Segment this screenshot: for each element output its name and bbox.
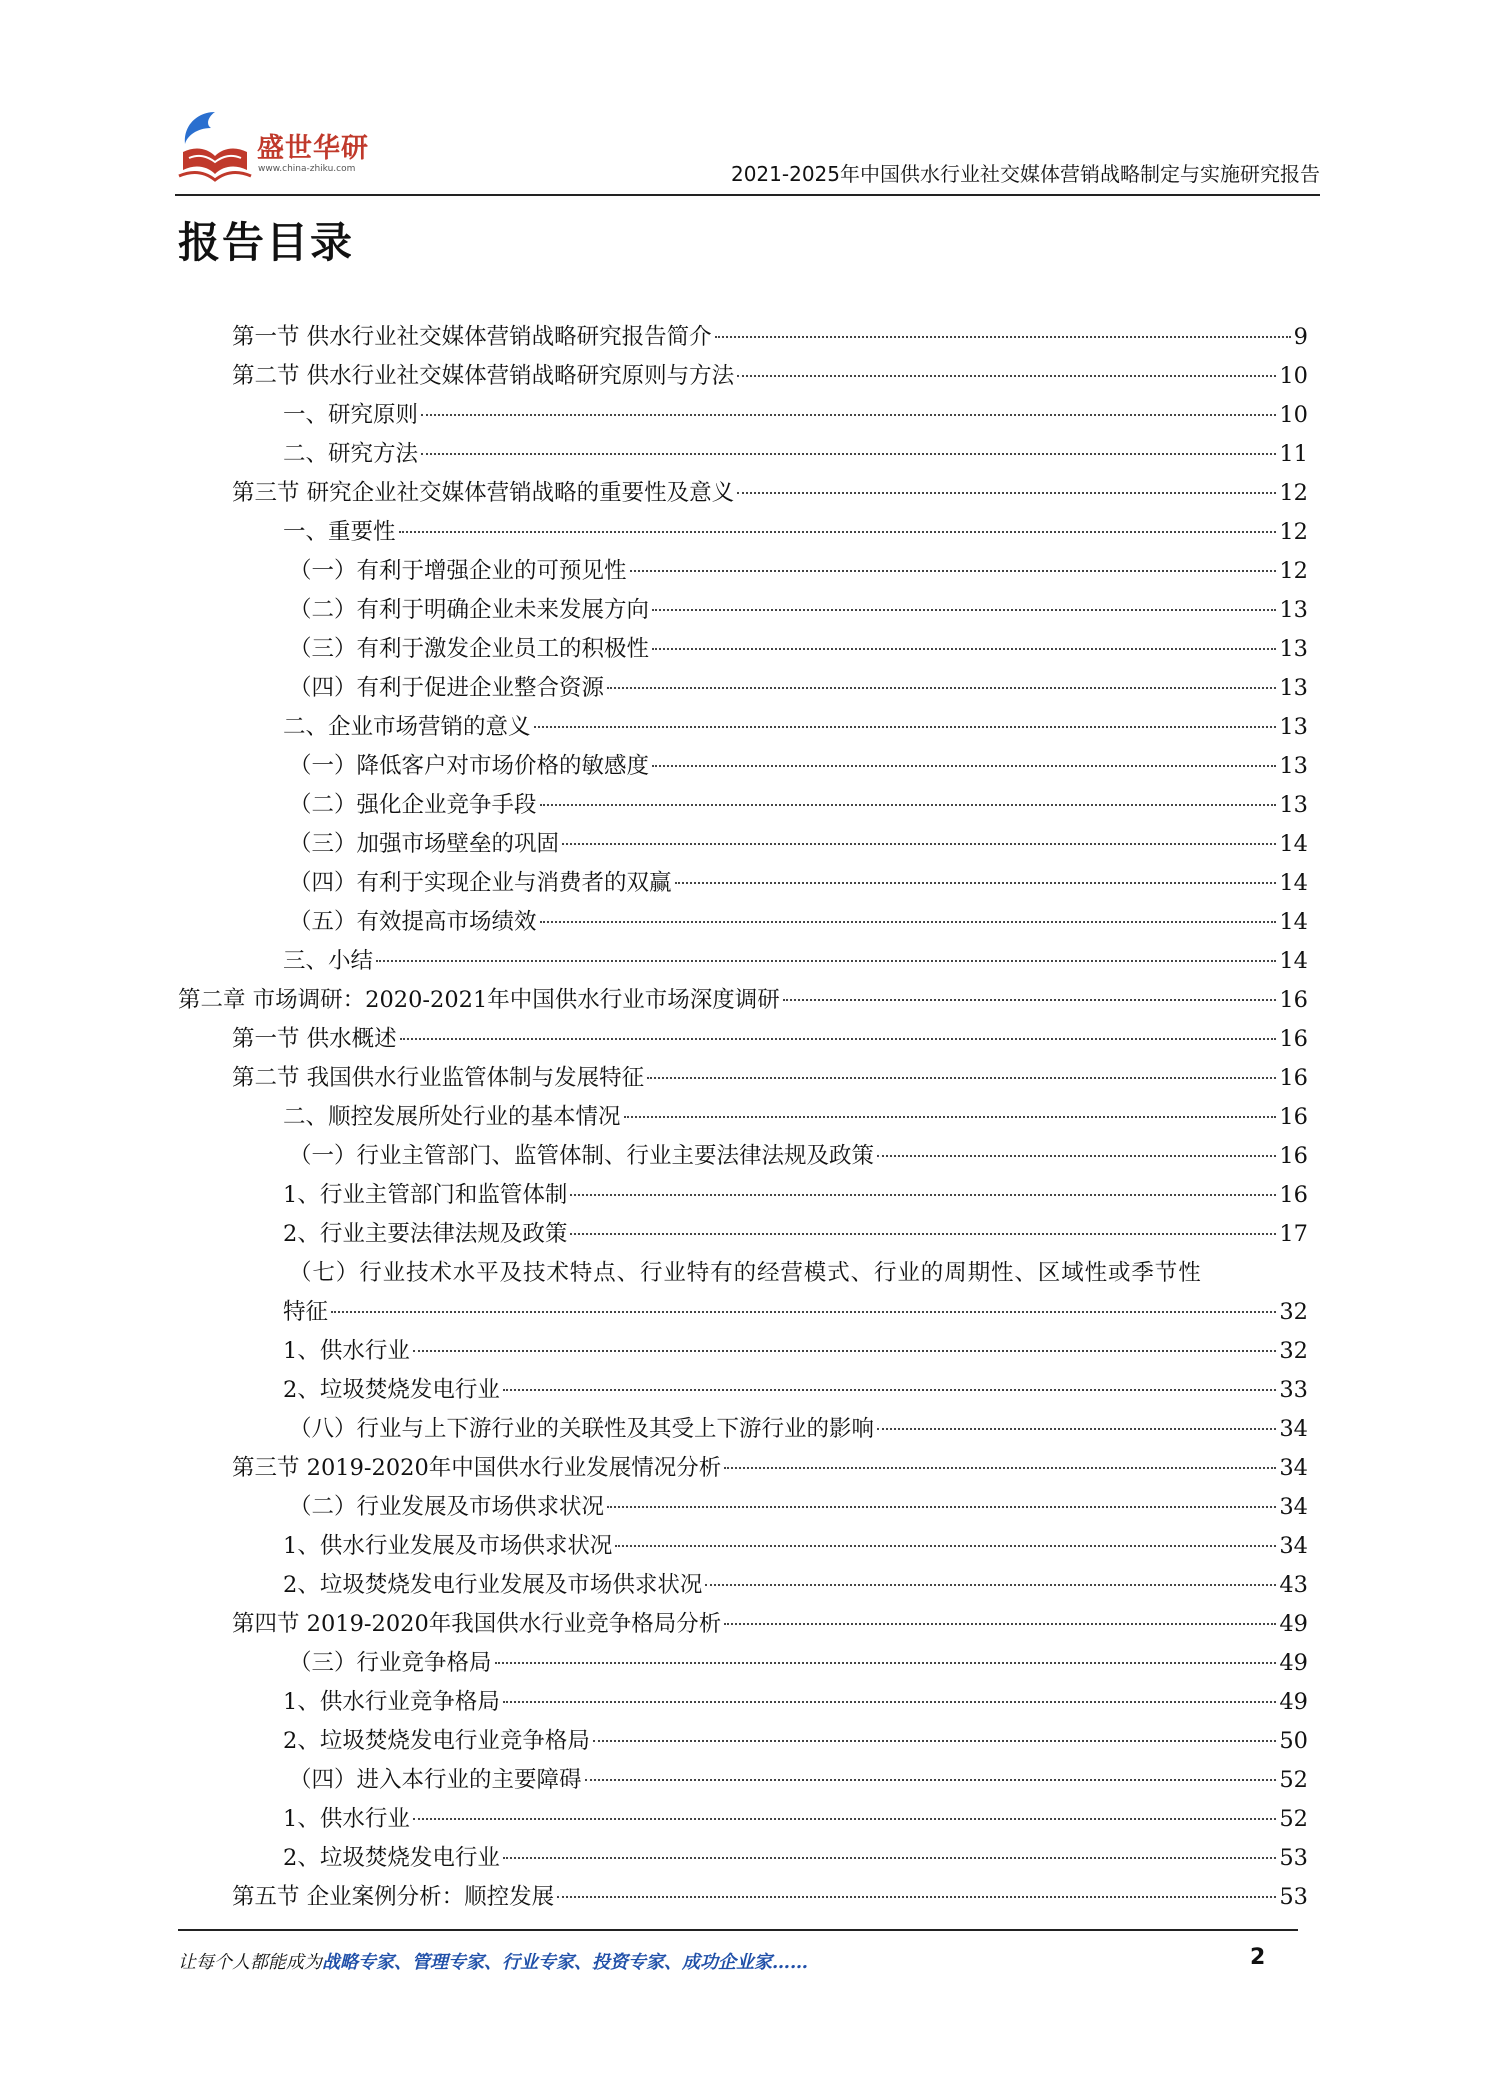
toc-leader — [675, 882, 1277, 884]
toc-entry[interactable] — [232, 1609, 1308, 1639]
toc-entry[interactable] — [289, 1648, 1308, 1678]
toc-entry-page: 34 — [1279, 1533, 1308, 1559]
toc-leader — [724, 1623, 1276, 1625]
toc-entry-title: （五）有效提高市场绩效 — [289, 909, 537, 935]
toc-entry-page: 16 — [1279, 987, 1308, 1013]
toc-entry-title: （七）行业技术水平及技术特点、行业特有的经营模式、行业的周期性、区域性或季节性 — [289, 1260, 1202, 1286]
toc-entry[interactable] — [283, 1219, 1308, 1249]
toc-leader — [503, 1389, 1277, 1391]
toc-entry-title: 第一节 供水行业社交媒体营销战略研究报告简介 — [232, 324, 712, 350]
toc-entry[interactable] — [178, 985, 1308, 1015]
toc-entry-page: 53 — [1279, 1845, 1308, 1871]
slogan-highlight: 战略专家、管理专家、行业专家、投资专家、成功企业家…… — [322, 1952, 808, 1973]
toc-entry-page: 49 — [1279, 1650, 1308, 1676]
toc-leader — [705, 1584, 1276, 1586]
toc-leader — [503, 1857, 1277, 1859]
toc-entry-page: 32 — [1279, 1299, 1308, 1325]
toc-entry[interactable] — [283, 400, 1308, 430]
toc-entry[interactable] — [232, 1024, 1308, 1054]
toc-entry[interactable] — [289, 1258, 1308, 1288]
toc-entry-page: 43 — [1279, 1572, 1308, 1598]
toc-entry[interactable] — [289, 868, 1308, 898]
toc-entry-page: 10 — [1279, 363, 1308, 389]
toc-leader — [540, 804, 1277, 806]
toc-entry[interactable] — [289, 595, 1308, 625]
toc-entry[interactable] — [283, 1531, 1308, 1561]
toc-entry-page: 16 — [1279, 1065, 1308, 1091]
toc-entry[interactable] — [283, 1687, 1308, 1717]
toc-entry[interactable] — [289, 751, 1308, 781]
toc-entry-title: 第三节 2019-2020年中国供水行业发展情况分析 — [232, 1455, 722, 1481]
toc-heading: 报告目录 — [178, 218, 355, 267]
toc-leader — [652, 648, 1276, 650]
toc-entry-page: 34 — [1279, 1455, 1308, 1481]
toc-entry-title: 第二章 市场调研：2020-2021年中国供水行业市场深度调研 — [178, 987, 780, 1013]
toc-entry[interactable] — [289, 1492, 1308, 1522]
logo-url: www.china-zhiku.com — [258, 164, 356, 174]
toc-leader — [503, 1701, 1277, 1703]
toc-leader — [495, 1662, 1277, 1664]
toc-entry-title: 1、供水行业 — [283, 1806, 410, 1832]
toc-entry-title: （三）加强市场壁垒的巩固 — [289, 831, 560, 857]
toc-leader — [877, 1155, 1276, 1157]
report-title: 2021-2025年中国供水行业社交媒体营销战略制定与实施研究报告 — [730, 162, 1320, 186]
toc-leader — [421, 414, 1276, 416]
toc-entry-title: 1、供水行业发展及市场供求状况 — [283, 1533, 613, 1559]
toc-leader — [593, 1740, 1277, 1742]
toc-entry-title: 二、顺控发展所处行业的基本情况 — [283, 1104, 621, 1130]
toc-entry-title: 1、行业主管部门和监管体制 — [283, 1182, 568, 1208]
toc-leader — [877, 1428, 1276, 1430]
toc-entry-page: 52 — [1279, 1767, 1308, 1793]
toc-leader — [540, 921, 1277, 923]
footer-slogan — [178, 1948, 808, 1974]
toc-entry[interactable] — [289, 556, 1308, 586]
toc-entry-title: 2、垃圾焚烧发电行业 — [283, 1845, 500, 1871]
header-divider — [175, 194, 1320, 196]
toc-entry[interactable] — [232, 1063, 1308, 1093]
toc-leader — [376, 960, 1276, 962]
toc-entry[interactable] — [232, 478, 1308, 508]
toc-entry[interactable] — [283, 1180, 1308, 1210]
toc-entry-page: 12 — [1279, 558, 1308, 584]
toc-entry-title: （二）强化企业竞争手段 — [289, 792, 537, 818]
company-logo — [175, 106, 435, 190]
toc-entry[interactable] — [232, 1882, 1308, 1912]
toc-leader — [630, 570, 1277, 572]
toc-leader — [615, 1545, 1276, 1547]
toc-entry-page: 13 — [1279, 597, 1308, 623]
toc-entry[interactable] — [289, 829, 1308, 859]
toc-leader — [570, 1233, 1276, 1235]
toc-entry-page: 33 — [1279, 1377, 1308, 1403]
toc-leader — [737, 492, 1276, 494]
toc-entry[interactable] — [283, 1297, 1308, 1327]
toc-entry-page: 34 — [1279, 1416, 1308, 1442]
toc-entry[interactable] — [283, 517, 1308, 547]
toc-leader — [652, 609, 1276, 611]
toc-entry-page: 12 — [1279, 480, 1308, 506]
toc-entry[interactable] — [289, 1141, 1308, 1171]
toc-entry-page: 32 — [1279, 1338, 1308, 1364]
toc-leader — [624, 1116, 1277, 1118]
toc-entry-page: 50 — [1279, 1728, 1308, 1754]
toc-entry-title: （一）有利于增强企业的可预见性 — [289, 558, 627, 584]
toc-entry-title: 二、研究方法 — [283, 441, 419, 467]
page-number: 2 — [1250, 1945, 1266, 1970]
toc-entry-page: 13 — [1279, 753, 1308, 779]
toc-leader — [715, 336, 1291, 338]
toc-entry-title: 第四节 2019-2020年我国供水行业竞争格局分析 — [232, 1611, 722, 1637]
toc-leader — [413, 1350, 1277, 1352]
logo-name: 盛世华研 — [257, 133, 369, 164]
toc-leader — [607, 1506, 1276, 1508]
toc-entry-page: 10 — [1279, 402, 1308, 428]
toc-entry-title: 2、垃圾焚烧发电行业竞争格局 — [283, 1728, 590, 1754]
toc-entry-page: 16 — [1279, 1182, 1308, 1208]
toc-entry[interactable] — [283, 1102, 1308, 1132]
toc-entry[interactable] — [283, 1804, 1308, 1834]
toc-leader — [570, 1194, 1276, 1196]
toc-leader — [400, 1038, 1277, 1040]
toc-entry-title: 特征 — [283, 1299, 329, 1325]
toc-leader — [562, 843, 1276, 845]
toc-entry[interactable] — [283, 1570, 1308, 1600]
toc-entry[interactable] — [283, 712, 1308, 742]
toc-entry-page: 17 — [1279, 1221, 1308, 1247]
toc-entry-title: 1、供水行业竞争格局 — [283, 1689, 500, 1715]
toc-entry[interactable] — [283, 1843, 1308, 1873]
toc-leader — [421, 453, 1276, 455]
toc-leader — [557, 1896, 1276, 1898]
toc-leader — [724, 1467, 1276, 1469]
toc-entry-title: （一）行业主管部门、监管体制、行业主要法律法规及政策 — [289, 1143, 875, 1169]
logo-book-icon — [175, 106, 255, 190]
toc-entry-title: 2、垃圾焚烧发电行业发展及市场供求状况 — [283, 1572, 703, 1598]
toc-entry-page: 14 — [1279, 948, 1308, 974]
toc-entry-page: 12 — [1279, 519, 1308, 545]
toc-entry-title: （二）行业发展及市场供求状况 — [289, 1494, 605, 1520]
toc-entry[interactable] — [232, 1453, 1308, 1483]
toc-entry[interactable] — [289, 673, 1308, 703]
toc-entry-title: 2、行业主要法律法规及政策 — [283, 1221, 568, 1247]
toc-leader — [783, 999, 1277, 1001]
toc-entry-title: 二、企业市场营销的意义 — [283, 714, 531, 740]
toc-entry-title: 1、供水行业 — [283, 1338, 410, 1364]
toc-leader — [331, 1311, 1276, 1313]
toc-entry[interactable] — [283, 439, 1308, 469]
toc-leader — [413, 1818, 1277, 1820]
toc-entry-title: 一、研究原则 — [283, 402, 419, 428]
slogan-prefix: 让每个人都能成为 — [178, 1952, 322, 1973]
toc-leader — [652, 765, 1276, 767]
toc-entry[interactable] — [283, 1375, 1308, 1405]
toc-entry-page: 13 — [1279, 714, 1308, 740]
toc-leader — [607, 687, 1276, 689]
toc-entry-page: 14 — [1279, 909, 1308, 935]
toc-entry-title: 第二节 供水行业社交媒体营销战略研究原则与方法 — [232, 363, 735, 389]
toc-entry[interactable] — [283, 946, 1308, 976]
toc-entry-title: （一）降低客户对市场价格的敏感度 — [289, 753, 650, 779]
toc-entry[interactable] — [283, 1336, 1308, 1366]
toc-entry[interactable] — [232, 361, 1308, 391]
toc-entry[interactable] — [289, 1765, 1308, 1795]
toc-entry-page: 16 — [1279, 1143, 1308, 1169]
toc-entry-title: 第一节 供水概述 — [232, 1026, 397, 1052]
toc-entry-page: 13 — [1279, 636, 1308, 662]
toc-entry-page: 13 — [1279, 792, 1308, 818]
toc-entry-page: 52 — [1279, 1806, 1308, 1832]
toc-entry-page: 53 — [1279, 1884, 1308, 1910]
toc-entry[interactable] — [289, 634, 1308, 664]
toc-leader — [534, 726, 1277, 728]
toc-leader — [585, 1779, 1277, 1781]
toc-entry-title: 第二节 我国供水行业监管体制与发展特征 — [232, 1065, 645, 1091]
toc-entry-title: 一、重要性 — [283, 519, 396, 545]
toc-leader — [647, 1077, 1276, 1079]
toc-entry-page: 16 — [1279, 1026, 1308, 1052]
toc-entry-title: （三）有利于激发企业员工的积极性 — [289, 636, 650, 662]
toc-entry-page: 49 — [1279, 1689, 1308, 1715]
toc-entry-title: （四）有利于促进企业整合资源 — [289, 675, 605, 701]
toc-entry-page: 34 — [1279, 1494, 1308, 1520]
toc-entry-title: （三）行业竞争格局 — [289, 1650, 492, 1676]
toc-entry-title: （八）行业与上下游行业的关联性及其受上下游行业的影响 — [289, 1416, 875, 1442]
toc-leader — [737, 375, 1276, 377]
toc-entry[interactable] — [232, 322, 1308, 352]
toc-entry-page: 14 — [1279, 870, 1308, 896]
toc-entry-page: 49 — [1279, 1611, 1308, 1637]
toc-entry-page: 9 — [1293, 324, 1308, 350]
toc-entry[interactable] — [289, 1414, 1308, 1444]
toc-entry-page: 11 — [1279, 441, 1308, 467]
toc-entry[interactable] — [289, 790, 1308, 820]
toc-entry-title: （四）有利于实现企业与消费者的双赢 — [289, 870, 672, 896]
toc-entry-title: 第三节 研究企业社交媒体营销战略的重要性及意义 — [232, 480, 735, 506]
toc-entry-title: 2、垃圾焚烧发电行业 — [283, 1377, 500, 1403]
toc-entry-page: 16 — [1279, 1104, 1308, 1130]
toc-entry-page: 14 — [1279, 831, 1308, 857]
toc-entry-title: （四）进入本行业的主要障碍 — [289, 1767, 582, 1793]
toc-entry-title: （二）有利于明确企业未来发展方向 — [289, 597, 650, 623]
toc-leader — [399, 531, 1277, 533]
footer-divider — [178, 1929, 1298, 1931]
toc-entry-page: 13 — [1279, 675, 1308, 701]
toc-entry[interactable] — [289, 907, 1308, 937]
toc-entry-title: 三、小结 — [283, 948, 374, 974]
toc-entry-title: 第五节 企业案例分析：顺控发展 — [232, 1884, 555, 1910]
page-header — [175, 100, 1320, 196]
toc-entry[interactable] — [283, 1726, 1308, 1756]
